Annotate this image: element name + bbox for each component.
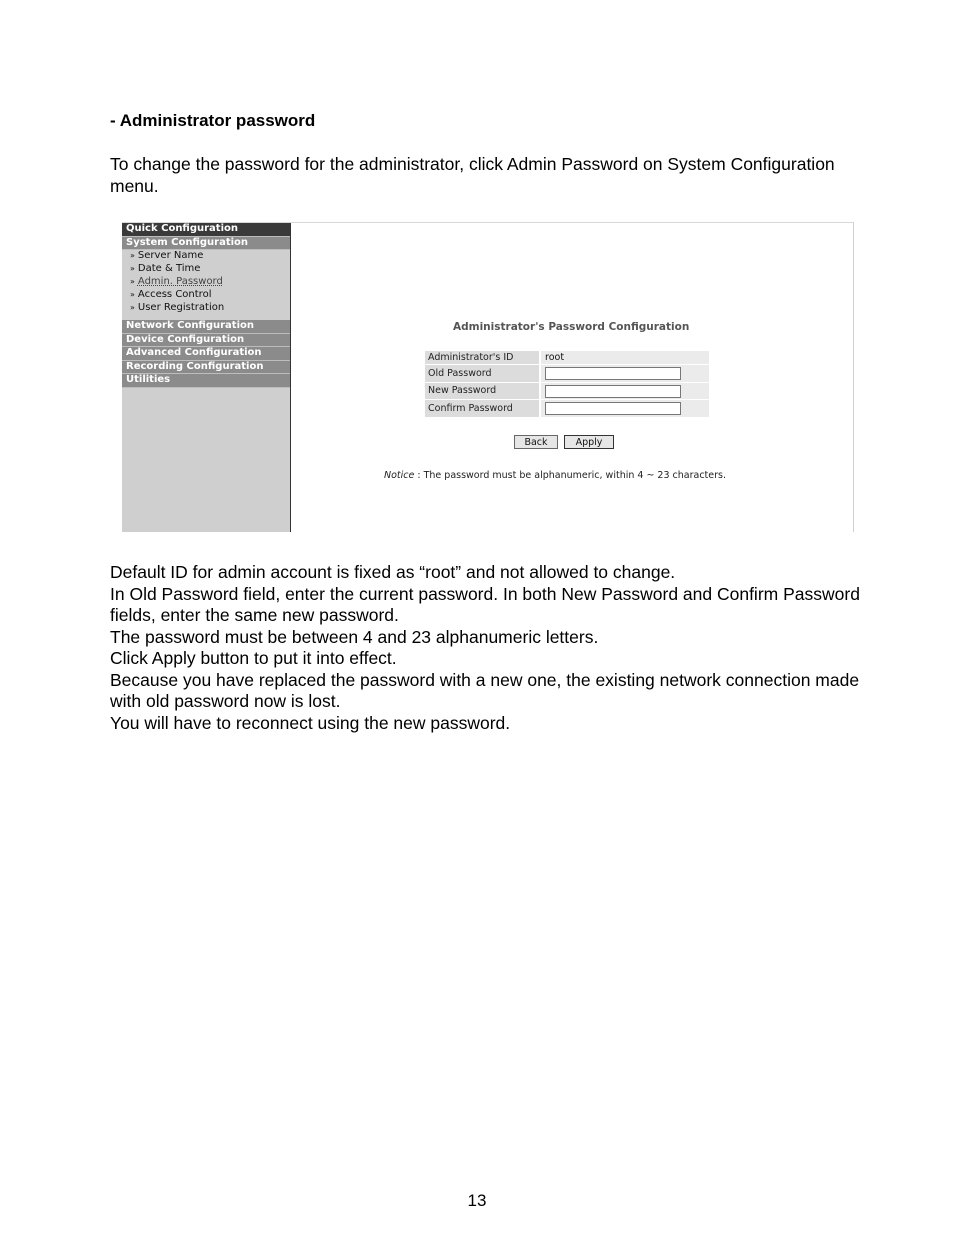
confirm-password-input[interactable] (545, 402, 681, 415)
sidebar-device-configuration[interactable]: Device Configuration (122, 334, 290, 348)
table-row (425, 382, 709, 400)
new-password-label: New Password (425, 382, 540, 400)
sidebar-recording-configuration[interactable]: Recording Configuration (122, 361, 290, 375)
sidebar-advanced-configuration[interactable]: Advanced Configuration (122, 347, 290, 361)
double-chevron-right-icon: » (130, 289, 135, 299)
double-chevron-right-icon: » (130, 251, 135, 260)
old-password-label: Old Password (425, 365, 540, 383)
old-password-input[interactable] (545, 367, 681, 380)
sidebar-system-configuration[interactable]: System Configuration (122, 237, 290, 251)
apply-button[interactable]: Apply (564, 435, 614, 449)
notice-text (384, 470, 726, 481)
config-title: Administrator's Password Configuration (453, 321, 690, 333)
instructions-list (110, 562, 870, 734)
page-number: 13 (467, 1191, 487, 1210)
section-heading: - Administrator password (110, 111, 316, 130)
double-chevron-right-icon: » (130, 276, 135, 286)
sidebar-item-user-registration[interactable]: » User Registration (130, 301, 225, 313)
password-form-table (425, 351, 709, 418)
embedded-screenshot (122, 222, 854, 532)
table-row (425, 400, 709, 418)
notice-message: : The password must be alphanumeric, within 4 ~ 23 characters. (414, 470, 727, 481)
admin-id-value: root (540, 351, 709, 365)
instruction-line: You will have to reconnect using the new password. (110, 712, 511, 733)
instruction-line: Default ID for admin account is fixed as “root” and not allowed to change. (110, 562, 676, 582)
instruction-line: Because you have replaced the password with a new one, the existing network connection made with old password now is lost. (110, 669, 860, 711)
confirm-password-label: Confirm Password (425, 400, 540, 418)
sidebar-utilities[interactable]: Utilities (122, 374, 290, 388)
admin-id-label: Administrator's ID (425, 351, 540, 365)
sidebar-item-server-name[interactable]: » Server Name (130, 250, 204, 261)
table-row (425, 351, 709, 365)
instruction-line: Click Apply button to put it into effect. (110, 648, 397, 668)
sidebar-network-configuration[interactable]: Network Configuration (122, 320, 290, 334)
new-password-input[interactable] (545, 385, 681, 398)
double-chevron-right-icon: » (130, 302, 135, 312)
back-button[interactable]: Back (514, 435, 558, 449)
sidebar-item-admin-password[interactable]: » Admin. Password (130, 275, 223, 287)
intro-paragraph: To change the password for the administrator, click Admin Password on System Configuration menu. (110, 154, 835, 196)
sidebar-quick-configuration[interactable]: Quick Configuration (122, 223, 290, 237)
notice-label: Notice (384, 470, 415, 481)
screenshot-border (853, 223, 854, 532)
sidebar-item-date-time[interactable]: » Date & Time (130, 262, 201, 274)
double-chevron-right-icon: » (130, 263, 135, 273)
config-sidebar (122, 223, 291, 532)
instruction-line: The password must be between 4 and 23 alphanumeric letters. (110, 626, 599, 647)
sidebar-item-access-control[interactable]: » Access Control (130, 288, 212, 300)
instruction-line: In Old Password field, enter the current password. In both New Password and Confirm Password fields, enter the same new password. (110, 583, 860, 625)
table-row (425, 365, 709, 383)
